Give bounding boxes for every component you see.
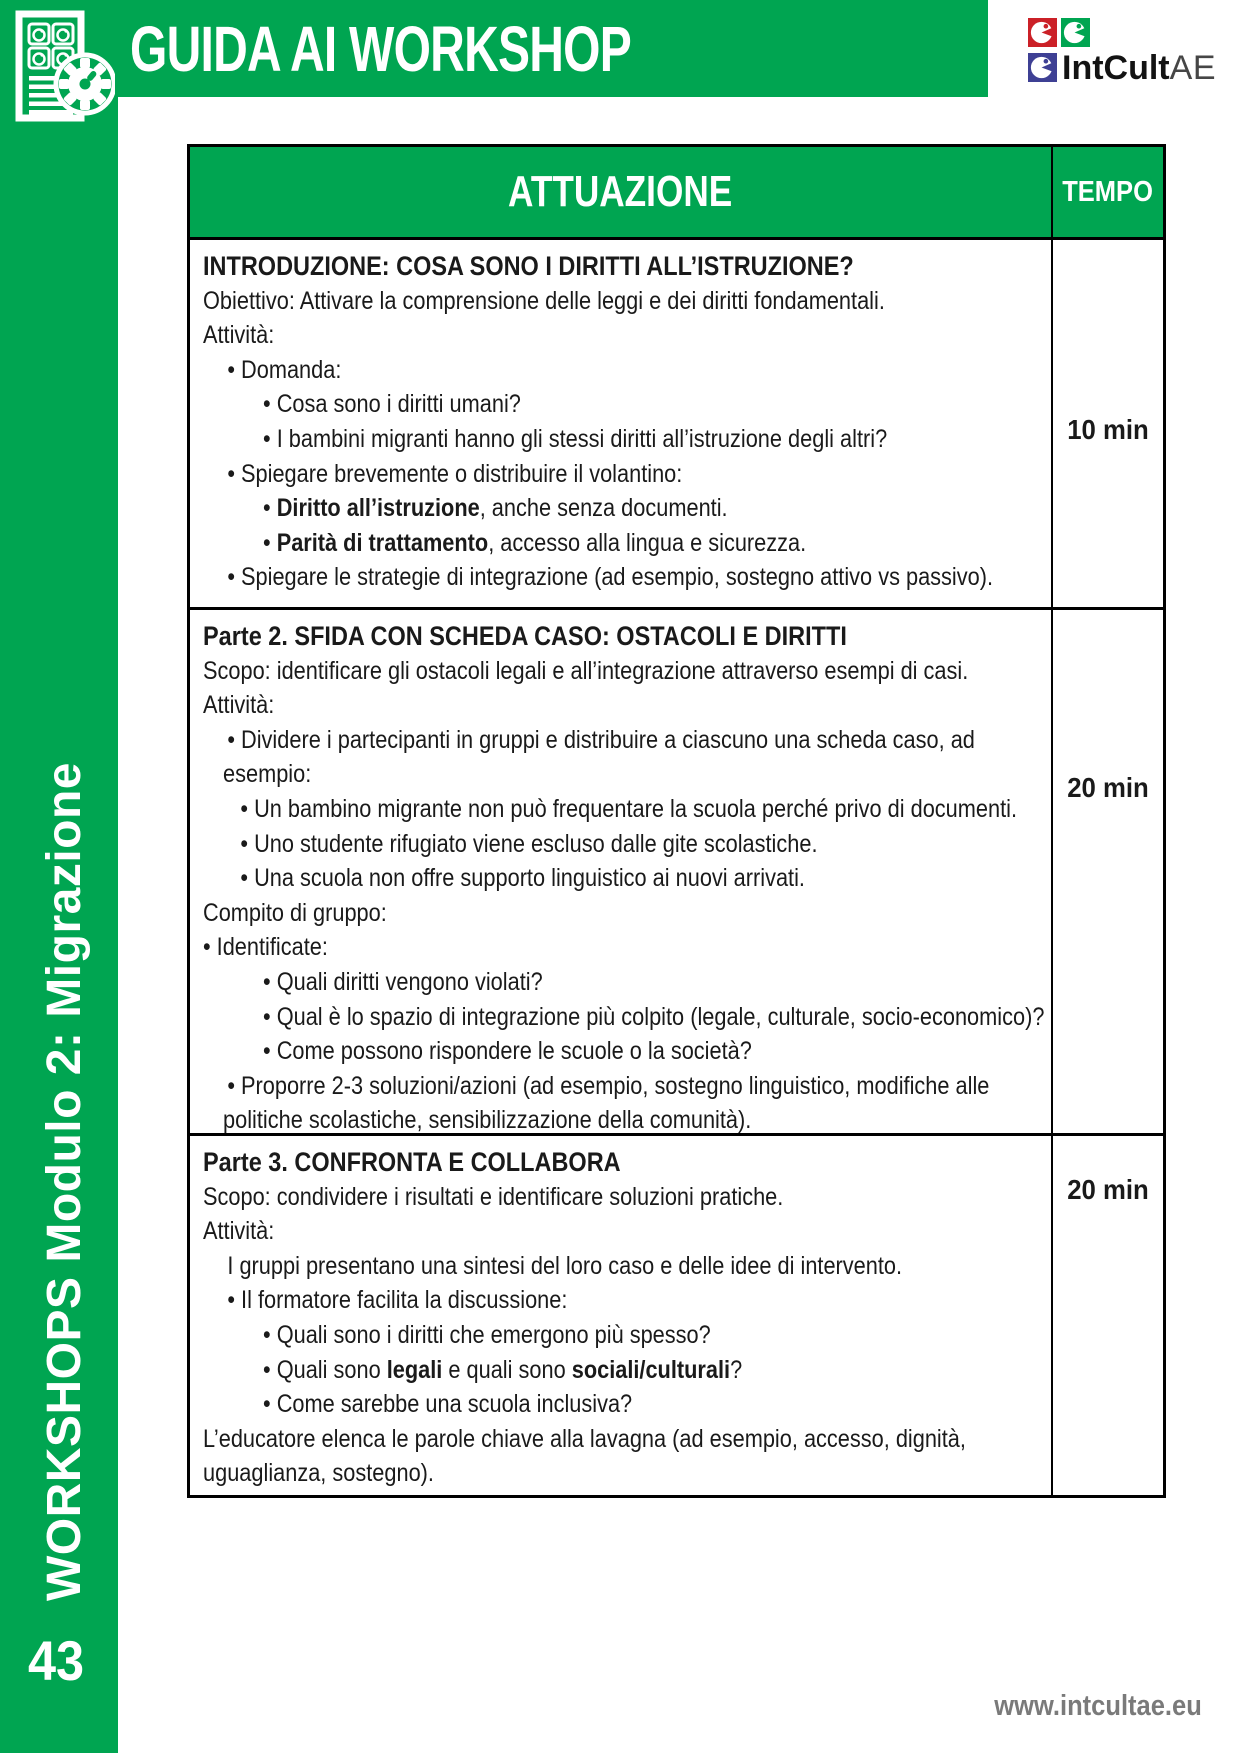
content-line: INTRODUZIONE: COSA SONO I DIRITTI ALL’ISTRUZIONE?: [203, 251, 854, 281]
time-value: 10 min: [1067, 414, 1149, 445]
intcultae-logo: [1028, 18, 1216, 87]
bullet-marker: •: [263, 424, 277, 453]
table-header-attuazione: ATTUAZIONE: [190, 147, 1053, 240]
bullet-marker: •: [240, 794, 255, 823]
content-line: • Come possono rispondere le scuole o la società?: [263, 1037, 752, 1066]
logo-text-light: AE: [1169, 49, 1216, 87]
content-line: L’educatore elenca le parole chiave alla lavagna (ad esempio, accesso, dignità,: [203, 1424, 966, 1453]
content-line: esempio:: [223, 760, 312, 789]
bullet-marker: •: [263, 1355, 277, 1384]
sidebar: [0, 0, 118, 1753]
content-line: • Quali sono legali e quali sono sociali/culturali?: [263, 1355, 743, 1384]
logo-square-green: [1061, 18, 1090, 47]
logo-square-red: [1028, 18, 1057, 47]
content-line: • Proporre 2-3 soluzioni/azioni (ad esempio, sostegno linguistico, modifiche alle: [227, 1071, 990, 1100]
content-line: • Spiegare le strategie di integrazione (ad esempio, sostegno attivo vs passivo).: [227, 563, 994, 592]
content-line: Parte 2. SFIDA CON SCHEDA CASO: OSTACOLI E DIRITTI: [203, 621, 847, 651]
logo-text-bold: IntCult: [1062, 49, 1170, 87]
tempo-cell-part2: [1053, 610, 1163, 1136]
content-line: Attività:: [203, 691, 275, 720]
header-banner: [0, 0, 988, 97]
bullet-marker: •: [227, 725, 242, 754]
content-line: • Quali sono i diritti che emergono più spesso?: [263, 1320, 711, 1349]
workshop-table: [187, 144, 1166, 1498]
content-line: Attività:: [203, 321, 275, 350]
pacman-face-icon: [1028, 18, 1057, 47]
bullet-marker: •: [263, 967, 277, 996]
pacman-face-icon: [1028, 53, 1057, 82]
content-line: Scopo: identificare gli ostacoli legali e all’integrazione attraverso esempi di casi.: [203, 656, 969, 685]
content-line: • Parità di trattamento, accesso alla lingua e sicurezza.: [263, 528, 807, 557]
bullet-marker: •: [227, 355, 242, 384]
content-line: Attività:: [203, 1217, 275, 1246]
content-line: • Un bambino migrante non può frequentare la scuola perché privo di documenti.: [240, 794, 1017, 823]
bullet-marker: •: [203, 933, 217, 962]
tempo-cell-part3: [1053, 1136, 1163, 1495]
content-line: • Quali diritti vengono violati?: [263, 967, 543, 996]
activity-cell-part1: [190, 240, 1053, 610]
logo-square-blue: [1028, 53, 1057, 82]
content-line: • Dividere i partecipanti in gruppi e distribuire a ciascuno una scheda caso, ad: [227, 725, 975, 754]
bullet-marker: •: [263, 390, 277, 419]
time-value: 20 min: [1067, 772, 1149, 803]
logo-wordmark: [1062, 49, 1216, 87]
bullet-marker: •: [263, 1320, 277, 1349]
bullet-marker: •: [240, 829, 255, 858]
content-line: • Spiegare brevemente o distribuire il volantino:: [227, 459, 683, 488]
time-value: 20 min: [1067, 1174, 1149, 1205]
bullet-marker: •: [227, 563, 242, 592]
page-title: GUIDA AI WORKSHOP: [130, 12, 632, 85]
bullet-marker: •: [227, 1286, 242, 1315]
bullet-marker: •: [227, 1071, 242, 1100]
bullet-marker: •: [263, 1002, 277, 1031]
bullet-marker: •: [263, 494, 277, 523]
content-line: I gruppi presentano una sintesi del loro caso e delle idee di intervento.: [227, 1251, 903, 1280]
content-line: • Domanda:: [227, 355, 342, 384]
content-line: • I bambini migranti hanno gli stessi diritti all’istruzione degli altri?: [263, 424, 888, 453]
footer-url[interactable]: www.intcultae.eu: [994, 1690, 1202, 1722]
content-line: uguaglianza, sostegno).: [203, 1459, 434, 1488]
content-line: • Identificate:: [203, 933, 328, 962]
content-line: • Cosa sono i diritti umani?: [263, 390, 521, 419]
gear-wrench-icon: [56, 55, 114, 113]
content-line: • Qual è lo spazio di integrazione più colpito (legale, culturale, socio-economico)?: [263, 1002, 1045, 1031]
bullet-marker: •: [263, 1390, 277, 1419]
content-line: politiche scolastiche, sensibilizzazione della comunità).: [223, 1106, 752, 1135]
content-line: • Come sarebbe una scuola inclusiva?: [263, 1390, 633, 1419]
bullet-marker: •: [263, 1037, 277, 1066]
workshop-document-gear-icon: [9, 8, 115, 130]
table-header-tempo: TEMPO: [1053, 147, 1163, 240]
activity-cell-part2: [190, 610, 1053, 1136]
tempo-cell-part1: [1053, 240, 1163, 610]
bullet-marker: •: [227, 459, 242, 488]
content-line: • Uno studente rifugiato viene escluso dalle gite scolastiche.: [240, 829, 818, 858]
content-line: • Una scuola non offre supporto linguistico ai nuovi arrivati.: [240, 864, 805, 893]
content-line: Scopo: condividere i risultati e identificare soluzioni pratiche.: [203, 1182, 784, 1211]
content-line: • Diritto all’istruzione, anche senza documenti.: [263, 494, 728, 523]
activity-cell-part3: [190, 1136, 1053, 1495]
page-number: 43: [27, 1629, 85, 1692]
bullet-marker: •: [263, 528, 277, 557]
content-line: • Il formatore facilita la discussione:: [227, 1286, 568, 1315]
content-line: Parte 3. CONFRONTA E COLLABORA: [203, 1147, 621, 1177]
content-line: Obiettivo: Attivare la comprensione delle leggi e dei diritti fondamentali.: [203, 286, 885, 315]
content-line: Compito di gruppo:: [203, 898, 387, 927]
sidebar-vertical-label: WORKSHOPS Modulo 2: Migrazione: [38, 762, 91, 1601]
pacman-face-icon: [1061, 18, 1090, 47]
bullet-marker: •: [240, 864, 255, 893]
